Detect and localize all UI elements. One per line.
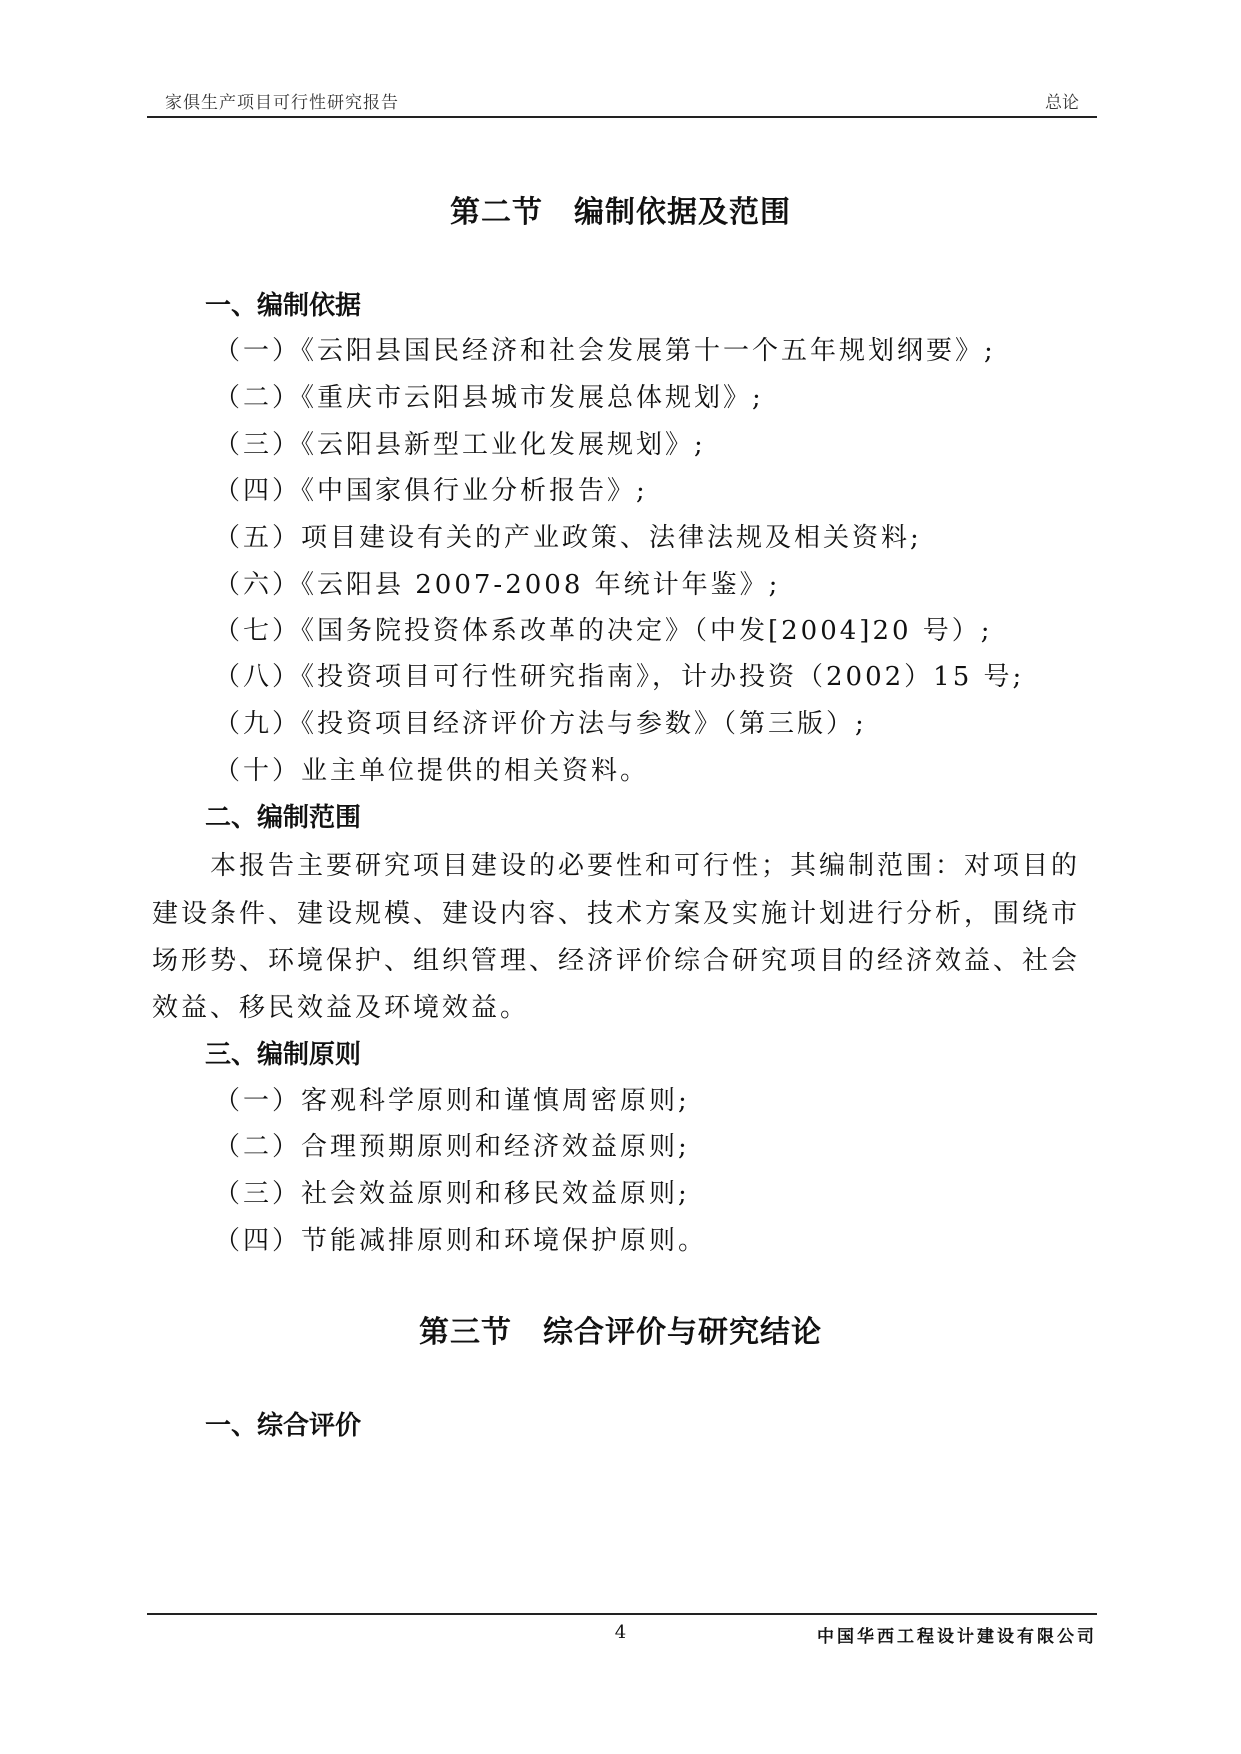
page-number: 4 — [614, 1622, 627, 1643]
basis-heading: 一、编制依据 — [205, 291, 362, 321]
principles-heading: 三、编制原则 — [205, 1040, 362, 1070]
principle-item: （三）社会效益原则和移民效益原则; — [214, 1179, 690, 1209]
section-title-2: 第二节 编制依据及范围 — [450, 195, 791, 230]
scope-paragraph-line: 本报告主要研究项目建设的必要性和可行性；其编制范围：对项目的 — [210, 851, 1081, 881]
footer-divider — [147, 1613, 1097, 1615]
principle-item: （二）合理预期原则和经济效益原则; — [214, 1132, 690, 1162]
basis-item: （二）《重庆市云阳县城市发展总体规划》; — [214, 383, 764, 413]
header-chapter-name: 总论 — [1045, 93, 1079, 113]
page-header — [147, 80, 1097, 118]
scope-paragraph-line: 建设条件、建设规模、建设内容、技术方案及实施计划进行分析，围绕市 — [152, 899, 1081, 929]
footer-company-name: 中国华西工程设计建设有限公司 — [817, 1627, 1097, 1647]
basis-item: （四）《中国家俱行业分析报告》; — [214, 476, 648, 506]
evaluation-heading: 一、综合评价 — [205, 1411, 362, 1441]
header-report-title: 家俱生产项目可行性研究报告 — [165, 93, 399, 113]
scope-paragraph-line: 场形势、环境保护、组织管理、经济评价综合研究项目的经济效益、社会 — [152, 946, 1081, 976]
scope-heading: 二、编制范围 — [205, 803, 362, 833]
principle-item: （一）客观科学原则和谨慎周密原则; — [214, 1086, 690, 1116]
basis-item: （九）《投资项目经济评价方法与参数》（第三版）; — [214, 709, 867, 739]
basis-item: （五）项目建设有关的产业政策、法律法规及相关资料; — [214, 523, 922, 553]
scope-paragraph-line: 效益、移民效益及环境效益。 — [152, 993, 530, 1023]
basis-item: （六）《云阳县 2007-2008 年统计年鉴》; — [214, 570, 781, 600]
section-title-3: 第三节 综合评价与研究结论 — [419, 1315, 822, 1350]
basis-item: （十）业主单位提供的相关资料。 — [214, 756, 650, 786]
basis-item: （一）《云阳县国民经济和社会发展第十一个五年规划纲要》; — [214, 336, 996, 366]
principle-item: （四）节能减排原则和环境保护原则。 — [214, 1226, 708, 1256]
basis-item: （八）《投资项目可行性研究指南》，计办投资（2002）15 号; — [214, 662, 1025, 692]
basis-item: （三）《云阳县新型工业化发展规划》; — [214, 430, 706, 460]
basis-item: （七）《国务院投资体系改革的决定》（中发[2004]20 号）; — [214, 616, 993, 646]
